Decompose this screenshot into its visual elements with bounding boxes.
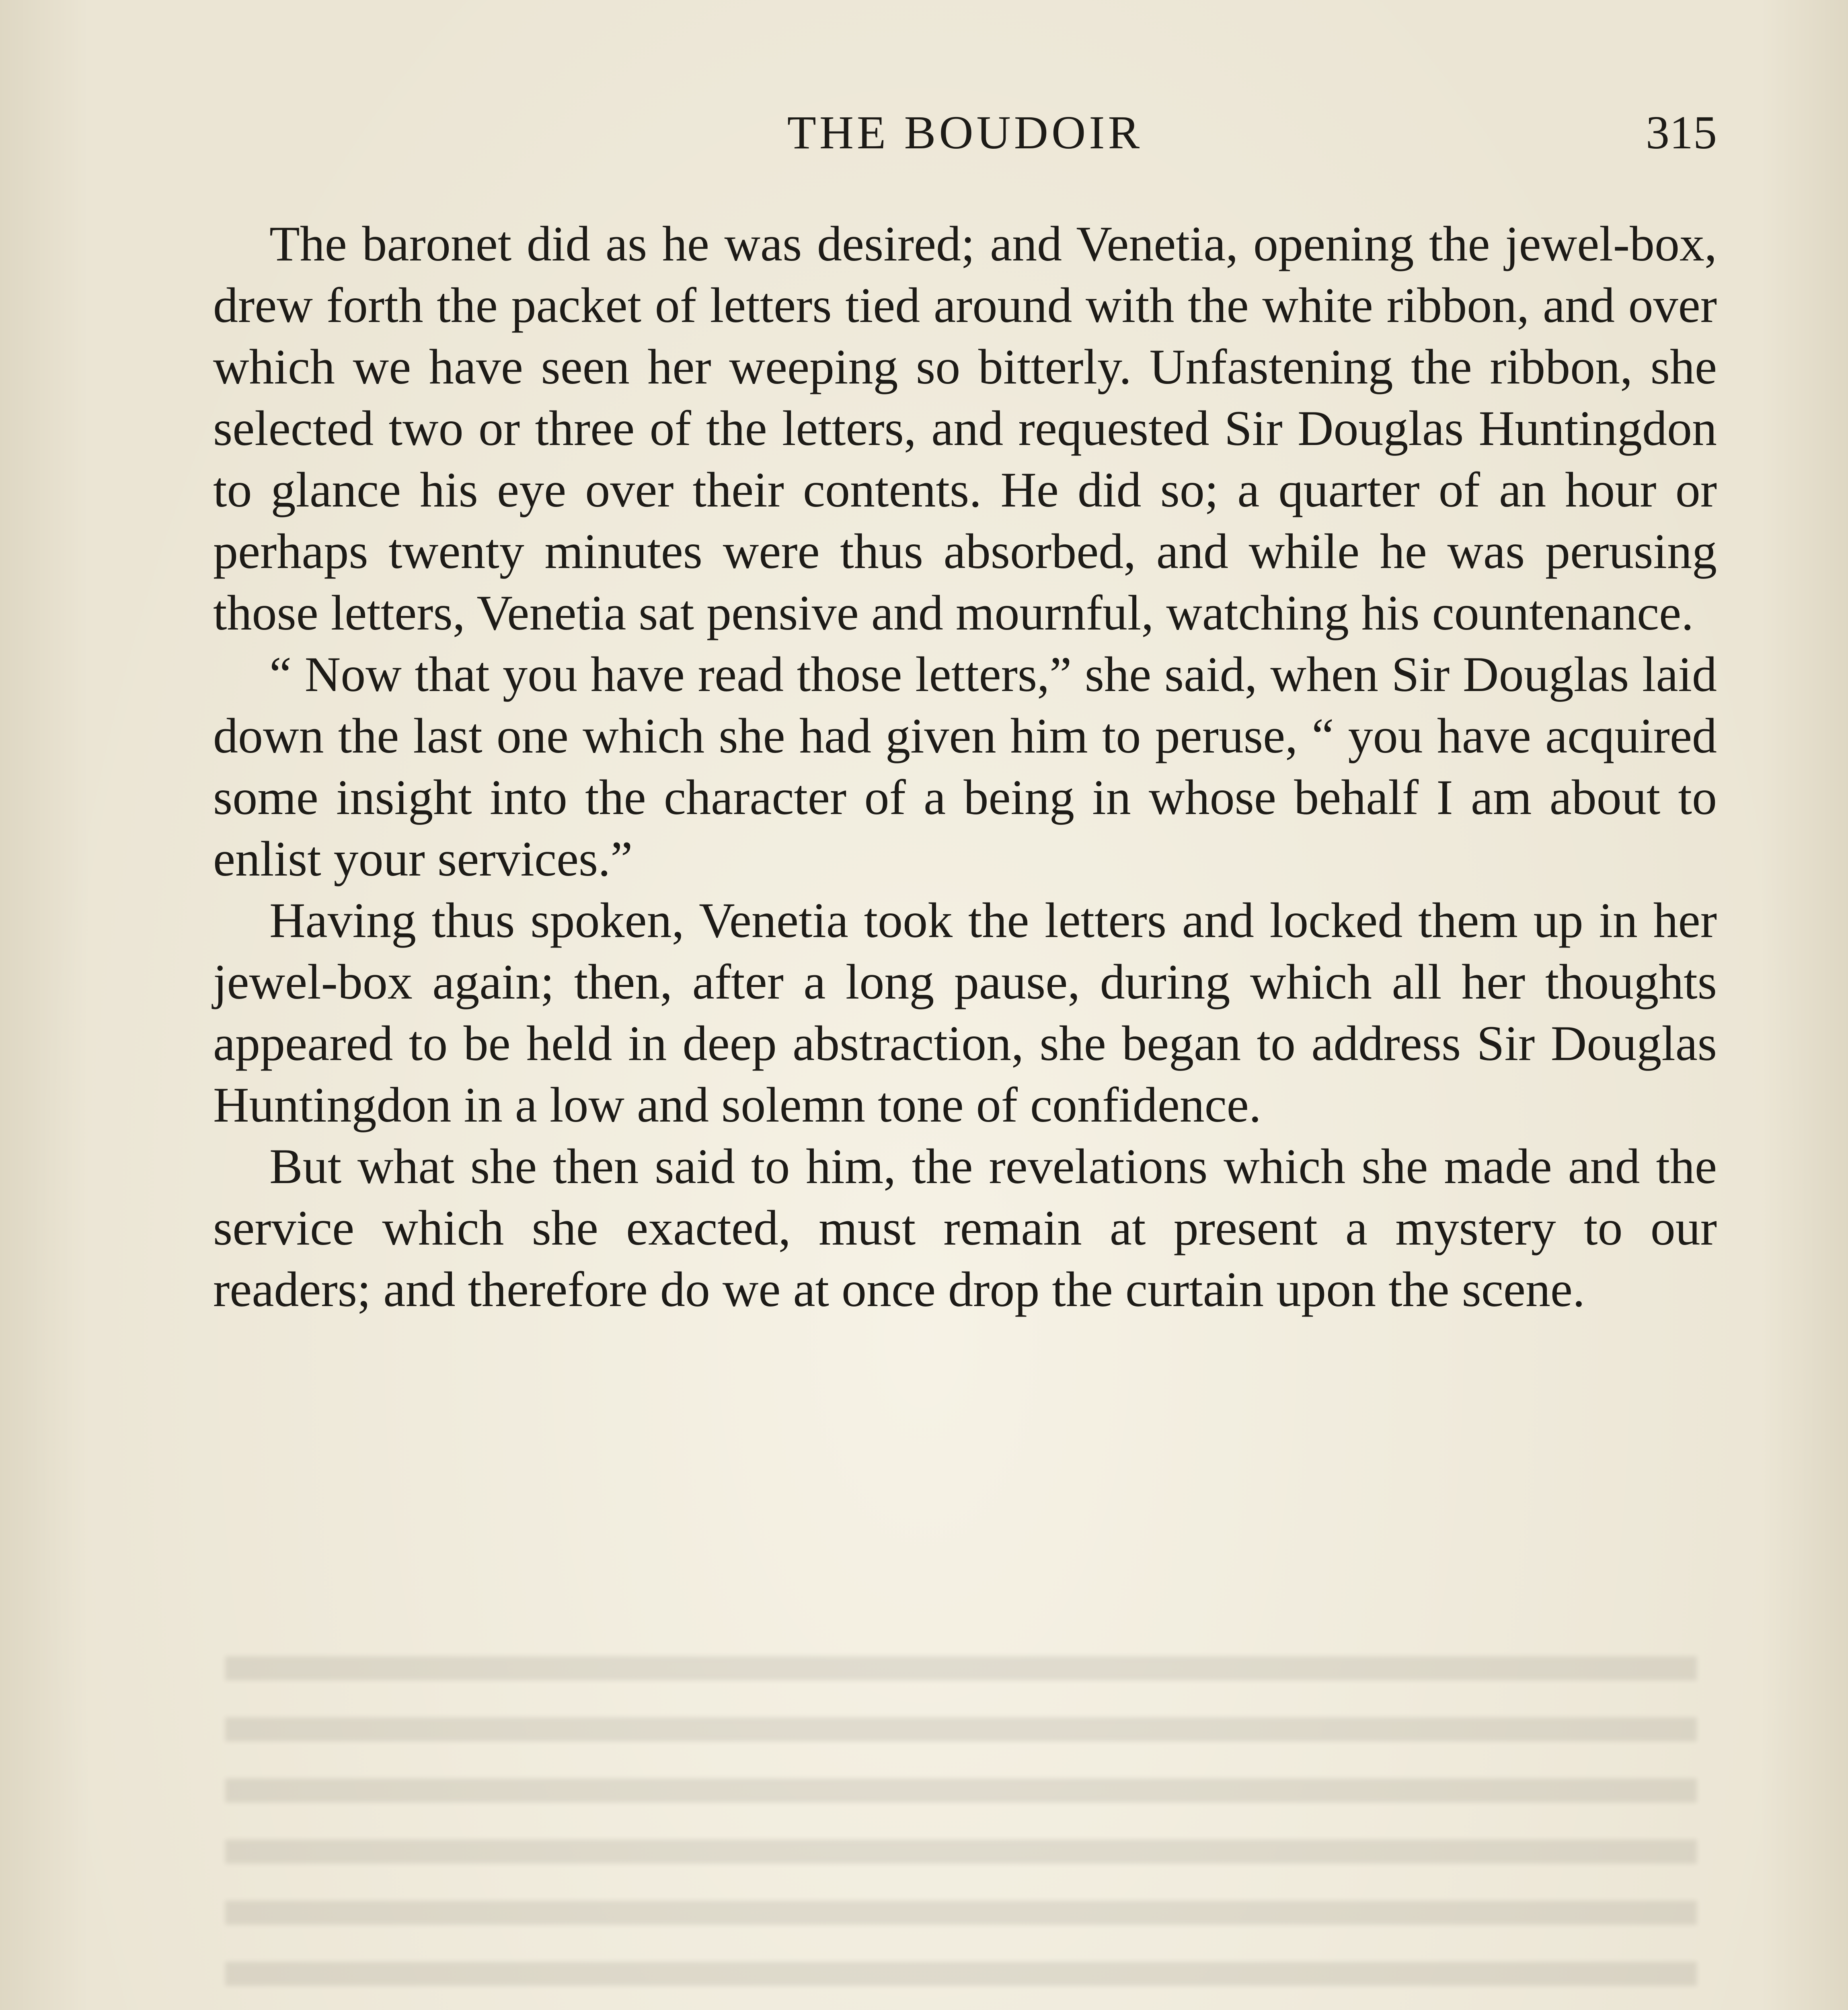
paragraph: The baronet did as he was desired; and Venetia, opening the jewel-box, drew forth the packet of letters tied around with the white ribbon, and over which we have seen her weeping so bitterly. Unfastening the ribbon, she selected two or three of the letters, and requested Sir Douglas Huntingdon to glance his eye over their contents. He did so; a quarter of an hour or perhaps twenty minutes were thus absorbed, and while he was perusing those letters, Venetia sat pensive and mournful, watching his countenance. <box>213 216 1717 640</box>
paragraph: “ Now that you have read those letters,” she said, when Sir Douglas laid down the last one which she had given him to peruse, “ you have acquired some insight into the character of a being in whose behalf I am about to enlist your services.” <box>213 647 1717 886</box>
page-number: 315 <box>1646 106 1717 159</box>
body-text <box>213 213 1717 1320</box>
page-header <box>213 100 1717 165</box>
paragraph: Having thus spoken, Venetia took the letters and locked them up in her jewel-box again; then, after a long pause, during which all her thoughts appeared to be held in deep abstraction, she began to address Sir Douglas Huntingdon in a low and solemn tone of confidence. <box>213 893 1717 1132</box>
bleed-through-text <box>225 1640 1697 2010</box>
running-head: THE BOUDOIR <box>787 106 1143 159</box>
paragraph: But what she then said to him, the revelations which she made and the service which she exacted, must remain at present a mystery to our readers; and therefore do we at once drop the curtain upon the scene. <box>213 1139 1717 1317</box>
